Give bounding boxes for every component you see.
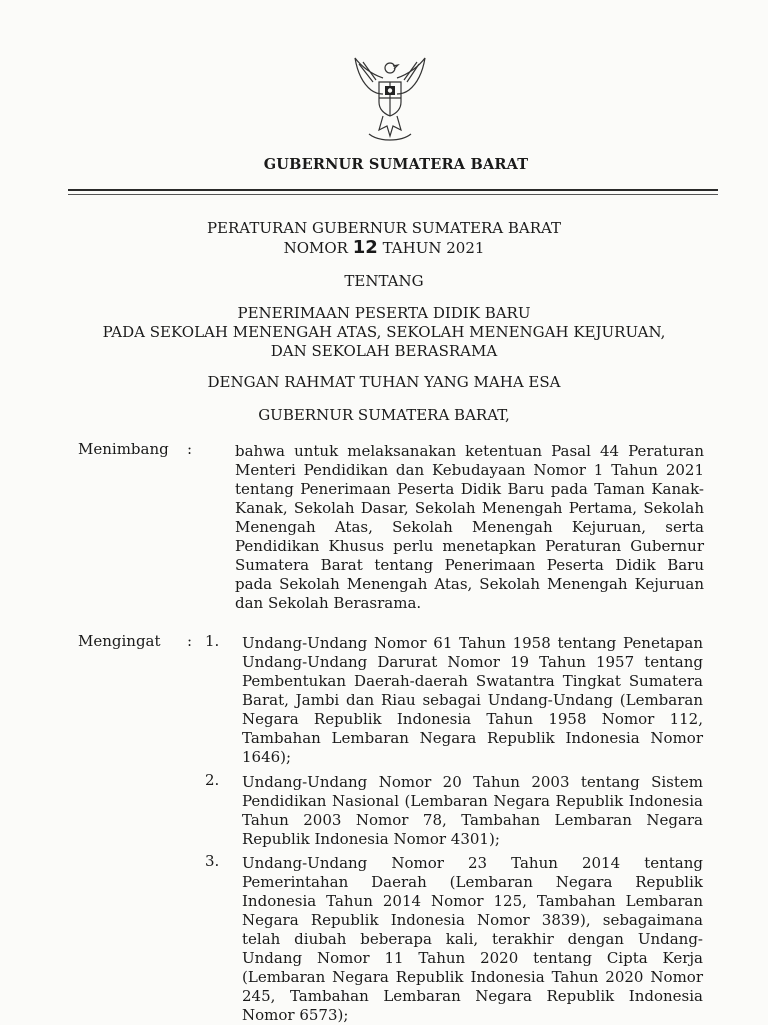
text-line: tentang Penerimaan Peserta Didik Baru pada Taman Kanak-: [235, 480, 704, 498]
text-line: Indonesia Tahun 2014 Nomor 125, Tambahan Lembaran: [242, 892, 703, 910]
text-line: Pendidikan Khusus perlu menetapkan Peraturan Gubernur: [235, 537, 704, 555]
item-number: 3.: [205, 852, 220, 870]
text-line: Pemerintahan Daerah (Lembaran Negara Republik: [242, 873, 703, 891]
text-line: Menengah Atas, Sekolah Menengah Kejuruan, serta: [235, 518, 704, 536]
text-line: Undang-Undang Darurat Nomor 19 Tahun 1957 tentang: [242, 653, 703, 671]
garuda-emblem-icon: [349, 56, 431, 148]
tentang-heading: TENTANG: [344, 272, 424, 290]
mengingat-item-2: [242, 773, 703, 849]
header-rule: [68, 189, 718, 191]
text-line: Barat, Jambi dan Riau sebagai Undang-Undang (Lembaran: [242, 691, 703, 709]
text-line: Nomor 6573);: [242, 1006, 349, 1024]
text-line: Kanak, Sekolah Dasar, Sekolah Menengah Pertama, Sekolah: [235, 499, 704, 517]
mengingat-colon: :: [187, 632, 193, 650]
menimbang-text: [235, 442, 704, 613]
header-rule-thin: [68, 194, 718, 195]
item-number: 1.: [205, 632, 220, 650]
mengingat-label: Mengingat: [78, 632, 161, 650]
text-line: Negara Republik Indonesia Tahun 1958 Nomor 112,: [242, 710, 703, 728]
text-line: Undang Nomor 11 Tahun 2020 tentang Cipta Kerja: [242, 949, 703, 967]
text-line: Sumatera Barat tentang Penerimaan Peserta Didik Baru: [235, 556, 704, 574]
text-line: Menteri Pendidikan dan Kebudayaan Nomor 1 Tahun 2021: [235, 461, 704, 479]
text-line: pada Sekolah Menengah Atas, Sekolah Menengah Kejuruan: [235, 575, 704, 593]
text-line: Pendidikan Nasional (Lembaran Negara Republik Indonesia: [242, 792, 703, 810]
regulation-number: [0, 239, 768, 257]
text-line: Undang-Undang Nomor 61 Tahun 1958 tentang Penetapan: [242, 634, 703, 652]
governor-title: GUBERNUR SUMATERA BARAT: [263, 156, 529, 173]
text-line: Undang-Undang Nomor 23 Tahun 2014 tentang: [242, 854, 703, 872]
menimbang-colon: :: [187, 440, 193, 458]
nomor-prefix: NOMOR: [283, 239, 348, 257]
nomor-value: 12: [352, 237, 378, 258]
text-line: 1646);: [242, 748, 292, 766]
nomor-suffix: TAHUN 2021: [382, 239, 485, 257]
text-line: Tambahan Lembaran Negara Republik Indonesia Nomor: [242, 729, 703, 747]
item-number: 2.: [205, 771, 220, 789]
text-line: telah diubah beberapa kali, terakhir dengan Undang-: [242, 930, 703, 948]
mengingat-item-1: [242, 634, 703, 767]
menimbang-label: Menimbang: [78, 440, 169, 458]
text-line: 245, Tambahan Lembaran Negara Republik Indonesia: [242, 987, 703, 1005]
text-line: dan Sekolah Berasrama.: [235, 594, 422, 612]
subject-line-2: PADA SEKOLAH MENENGAH ATAS, SEKOLAH MENENGAH KEJURUAN,: [102, 323, 666, 341]
text-line: Pembentukan Daerah-daerah Swatantra Tingkat Sumatera: [242, 672, 703, 690]
gubernur-line: GUBERNUR SUMATERA BARAT,: [258, 406, 510, 424]
subject-line-3: DAN SEKOLAH BERASRAMA: [270, 342, 498, 360]
rahmat-line: DENGAN RAHMAT TUHAN YANG MAHA ESA: [207, 373, 561, 391]
mengingat-item-3: [242, 854, 703, 1025]
text-line: Tahun 2003 Nomor 78, Tambahan Lembaran Negara: [242, 811, 703, 829]
subject-line-1: PENERIMAAN PESERTA DIDIK BARU: [237, 304, 531, 322]
regulation-title: PERATURAN GUBERNUR SUMATERA BARAT: [206, 219, 562, 237]
text-line: Negara Republik Indonesia Nomor 3839), sebagaimana: [242, 911, 703, 929]
text-line: (Lembaran Negara Republik Indonesia Tahun 2020 Nomor: [242, 968, 703, 986]
text-line: Undang-Undang Nomor 20 Tahun 2003 tentang Sistem: [242, 773, 703, 791]
text-line: bahwa untuk melaksanakan ketentuan Pasal 44 Peraturan: [235, 442, 704, 460]
text-line: Republik Indonesia Nomor 4301);: [242, 830, 500, 848]
